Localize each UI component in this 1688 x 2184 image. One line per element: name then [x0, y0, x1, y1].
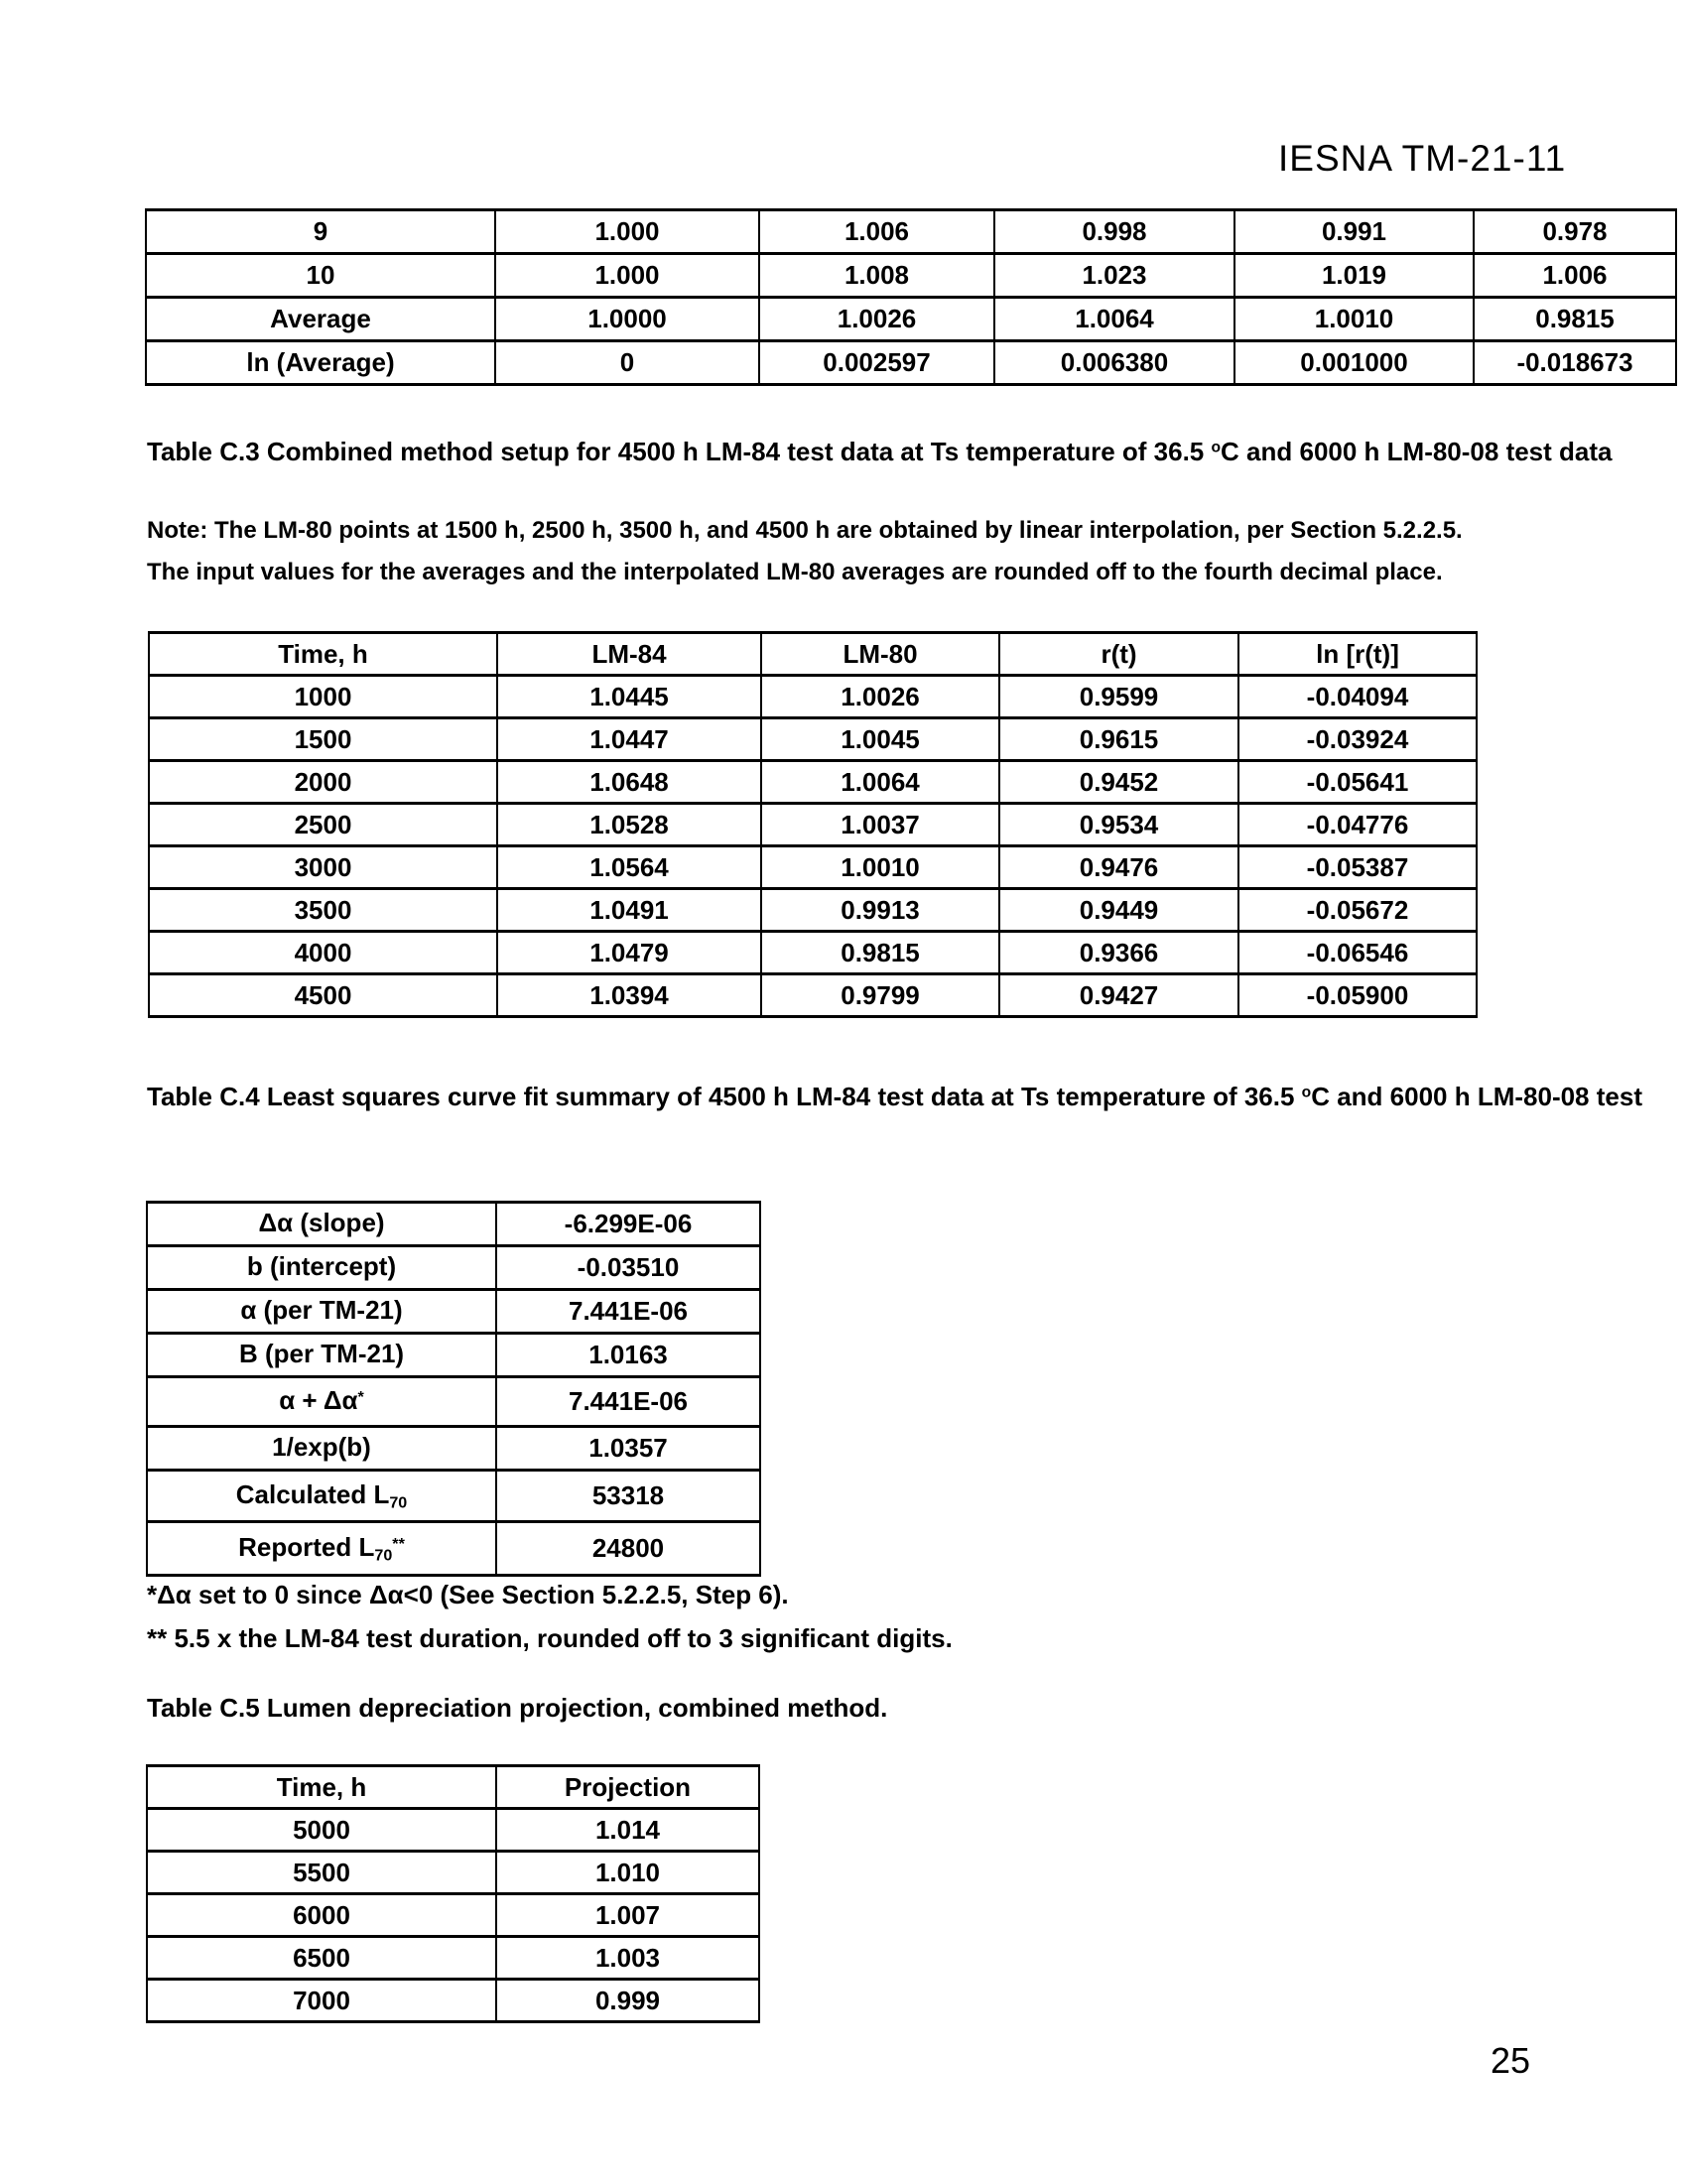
continued-table — [145, 208, 1677, 386]
table-cell: 6000 — [147, 1894, 496, 1937]
table-cell: 0.999 — [496, 1980, 759, 2022]
table-cell: 1.0064 — [761, 761, 999, 804]
summary-label — [147, 1334, 496, 1377]
summary-label — [147, 1203, 496, 1246]
table-cell: 0.9815 — [761, 932, 999, 974]
label-text: Calculated L — [235, 1478, 390, 1509]
summary-value: 24800 — [496, 1522, 760, 1576]
page-number: 25 — [1491, 2040, 1531, 2081]
table-cell: 0.9366 — [999, 932, 1238, 974]
label-superscript: * — [357, 1387, 364, 1406]
table-header-row — [147, 1766, 759, 1809]
table-cell: 1.0026 — [759, 298, 994, 341]
note-paragraph — [147, 510, 1688, 593]
summary-value: -6.299E-06 — [496, 1203, 760, 1246]
label-subscript: 70 — [389, 1493, 408, 1512]
row-label: Average — [146, 298, 495, 341]
label-text: α + Δα — [279, 1384, 358, 1415]
table-cell: 0.9799 — [761, 974, 999, 1017]
note-line: Note: The LM-80 points at 1500 h, 2500 h, 3500 h, and 4500 h are obtained by linear interpolation, per Section 5.2.2.5. — [147, 517, 1463, 544]
label-superscript: ** — [392, 1534, 405, 1553]
table-cell: 1.0010 — [761, 846, 999, 889]
caption-text: C and 6000 h LM-80-08 test data — [1221, 437, 1613, 466]
table-row — [147, 1334, 760, 1377]
degree-superscript: o — [1301, 1084, 1312, 1101]
table-cell: 2500 — [149, 804, 497, 846]
table-row — [147, 1377, 760, 1427]
label-text: 1/exp(b) — [272, 1431, 371, 1462]
column-header: ln [r(t)] — [1238, 633, 1477, 676]
table-cell: 1000 — [149, 676, 497, 718]
table-cell: 1.003 — [496, 1937, 759, 1980]
summary-value: 53318 — [496, 1471, 760, 1522]
table-row — [146, 298, 1676, 341]
table-cell: 0.002597 — [759, 341, 994, 385]
degree-superscript: o — [1211, 439, 1222, 456]
summary-value: 1.0357 — [496, 1427, 760, 1471]
table-cell: 1.0000 — [495, 298, 759, 341]
table-cell: 0.001000 — [1234, 341, 1474, 385]
label-text: Δα (slope) — [258, 1207, 385, 1237]
table-row — [147, 1471, 760, 1522]
table-row — [146, 210, 1676, 254]
table-cell: 1.0479 — [497, 932, 761, 974]
table-row — [147, 1937, 759, 1980]
table-row — [147, 1246, 760, 1290]
table-cell: 1.006 — [1474, 254, 1676, 298]
table-cell: 0.9913 — [761, 889, 999, 932]
table-cell: 0.9427 — [999, 974, 1238, 1017]
column-header: Time, h — [149, 633, 497, 676]
footnote-2: ** 5.5 x the LM-84 test duration, rounded off to 3 significant digits. — [147, 1623, 953, 1653]
summary-label — [147, 1471, 496, 1522]
table-c5 — [146, 1764, 760, 2023]
table-cell: 0.9615 — [999, 718, 1238, 761]
table-cell: 1.000 — [495, 254, 759, 298]
table-row — [149, 932, 1477, 974]
table-cell: 2000 — [149, 761, 497, 804]
summary-value: 7.441E-06 — [496, 1290, 760, 1334]
table-cell: 0.9534 — [999, 804, 1238, 846]
table-cell: 1.0010 — [1234, 298, 1474, 341]
column-header: r(t) — [999, 633, 1238, 676]
table-cell: 0.998 — [994, 210, 1234, 254]
table-cell: -0.04776 — [1238, 804, 1477, 846]
column-header: Projection — [496, 1766, 759, 1809]
table-cell: 0.9599 — [999, 676, 1238, 718]
row-label: 9 — [146, 210, 495, 254]
table-cell: 1.008 — [759, 254, 994, 298]
table-cell: 3500 — [149, 889, 497, 932]
table-row — [147, 1894, 759, 1937]
table-cell: 1.0648 — [497, 761, 761, 804]
note-line: The input values for the averages and the interpolated LM-80 averages are rounded off to the fourth decimal place. — [147, 559, 1443, 585]
row-label: 10 — [146, 254, 495, 298]
summary-label — [147, 1290, 496, 1334]
table-cell: 0.9452 — [999, 761, 1238, 804]
table-c3-caption — [147, 437, 1688, 467]
table-row — [147, 1809, 759, 1852]
table-row — [149, 761, 1477, 804]
table-cell: 1.007 — [496, 1894, 759, 1937]
table-row — [149, 974, 1477, 1017]
table-cell: 0.991 — [1234, 210, 1474, 254]
summary-label — [147, 1522, 496, 1576]
table-cell: -0.05900 — [1238, 974, 1477, 1017]
table-cell: 1.0445 — [497, 676, 761, 718]
table-row — [149, 846, 1477, 889]
table-cell: 1.0045 — [761, 718, 999, 761]
table-cell: 0.9449 — [999, 889, 1238, 932]
table-c5-caption: Table C.5 Lumen depreciation projection, combined method. — [147, 1693, 888, 1723]
table-cell: 5000 — [147, 1809, 496, 1852]
table-cell: -0.05641 — [1238, 761, 1477, 804]
table-cell: 1.0037 — [761, 804, 999, 846]
table-cell: 1.019 — [1234, 254, 1474, 298]
column-header: LM-80 — [761, 633, 999, 676]
table-cell: -0.018673 — [1474, 341, 1676, 385]
table-cell: 1.0026 — [761, 676, 999, 718]
table-cell: 4000 — [149, 932, 497, 974]
table-row — [149, 889, 1477, 932]
table-cell: 1.0447 — [497, 718, 761, 761]
table-cell: 4500 — [149, 974, 497, 1017]
table-cell: 0 — [495, 341, 759, 385]
caption-text: Table C.3 Combined method setup for 4500 h LM-84 test data at Ts temperature of 36.5 — [147, 437, 1212, 466]
table-c3 — [148, 631, 1478, 1018]
summary-label — [147, 1377, 496, 1427]
table-row — [149, 718, 1477, 761]
table-cell: -0.03924 — [1238, 718, 1477, 761]
table-header-row — [149, 633, 1477, 676]
table-cell: 5500 — [147, 1852, 496, 1894]
table-row — [147, 1852, 759, 1894]
table-row — [147, 1203, 760, 1246]
summary-value: 1.0163 — [496, 1334, 760, 1377]
table-row — [149, 676, 1477, 718]
table-cell: 1.0491 — [497, 889, 761, 932]
table-row — [146, 254, 1676, 298]
column-header: Time, h — [147, 1766, 496, 1809]
table-cell: 1.0528 — [497, 804, 761, 846]
table-cell: 1.014 — [496, 1809, 759, 1852]
table-c4-caption — [147, 1082, 1688, 1112]
table-row — [147, 1427, 760, 1471]
row-label: ln (Average) — [146, 341, 495, 385]
table-cell: 6500 — [147, 1937, 496, 1980]
table-cell: 0.006380 — [994, 341, 1234, 385]
summary-value: 7.441E-06 — [496, 1377, 760, 1427]
page-header: IESNA TM-21-11 — [1278, 138, 1567, 179]
table-cell: 0.9815 — [1474, 298, 1676, 341]
caption-text: Table C.4 Least squares curve fit summary of 4500 h LM-84 test data at Ts temperature of 36.5 — [147, 1082, 1302, 1111]
table-row — [147, 1290, 760, 1334]
summary-label — [147, 1246, 496, 1290]
table-cell: -0.05387 — [1238, 846, 1477, 889]
summary-value: -0.03510 — [496, 1246, 760, 1290]
table-cell: 1500 — [149, 718, 497, 761]
table-row — [146, 341, 1676, 385]
table-cell: 7000 — [147, 1980, 496, 2022]
label-text: α (per TM-21) — [240, 1294, 403, 1325]
footnote-1: *Δα set to 0 since Δα<0 (See Section 5.2.2.5, Step 6). — [147, 1580, 789, 1609]
label-text: Reported L — [238, 1531, 375, 1562]
table-c4 — [146, 1201, 761, 1577]
caption-text: C and 6000 h LM-80-08 test — [1311, 1082, 1642, 1111]
column-header: LM-84 — [497, 633, 761, 676]
table-row — [149, 804, 1477, 846]
table-cell: 1.006 — [759, 210, 994, 254]
table-cell: -0.04094 — [1238, 676, 1477, 718]
table-cell: 0.9476 — [999, 846, 1238, 889]
table-cell: 1.010 — [496, 1852, 759, 1894]
table-row — [147, 1522, 760, 1576]
table-cell: 1.023 — [994, 254, 1234, 298]
table-cell: 1.000 — [495, 210, 759, 254]
label-text: B (per TM-21) — [238, 1338, 405, 1368]
table-cell: 1.0064 — [994, 298, 1234, 341]
table-row — [147, 1980, 759, 2022]
summary-label — [147, 1427, 496, 1471]
table-cell: 1.0394 — [497, 974, 761, 1017]
table-cell: -0.06546 — [1238, 932, 1477, 974]
table-cell: -0.05672 — [1238, 889, 1477, 932]
label-subscript: 70 — [374, 1546, 393, 1565]
label-text: b (intercept) — [246, 1250, 397, 1281]
table-cell: 3000 — [149, 846, 497, 889]
table-cell: 0.978 — [1474, 210, 1676, 254]
table-cell: 1.0564 — [497, 846, 761, 889]
